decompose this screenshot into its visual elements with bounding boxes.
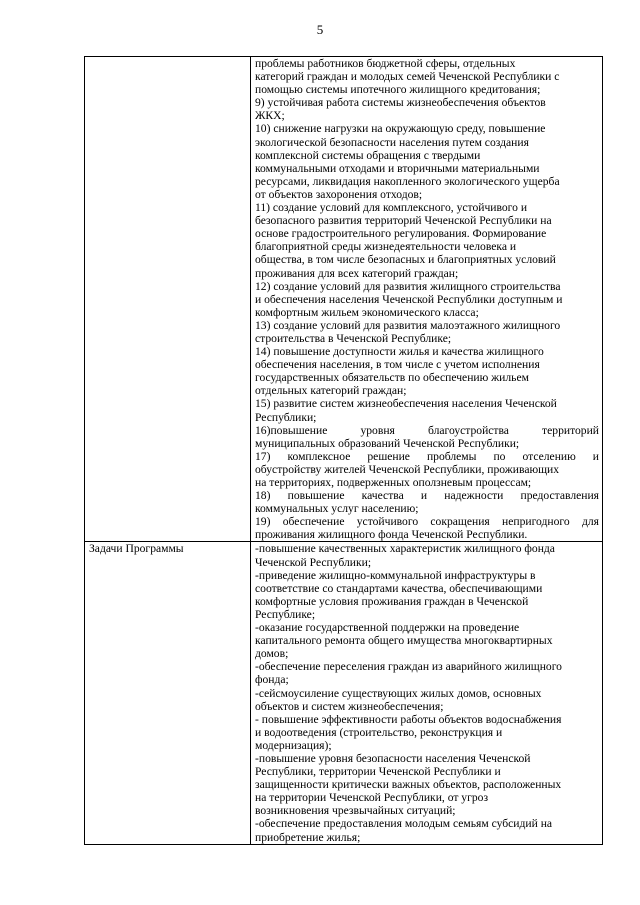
text-line: -обеспечение переселения граждан из аварийного жилищного (255, 660, 562, 674)
text-line: 15) развитие систем жизнеобеспечения населения Чеченской (255, 397, 557, 411)
text-line: и водоотведения (строительство, реконструкция и (255, 725, 503, 739)
text-line: Республики; (255, 410, 317, 424)
text-line: на территории Чеченской Республики, от угроз (255, 791, 489, 805)
text-line: комплексной системы обращения с твердыми (255, 148, 481, 162)
row-label-cell (85, 57, 251, 542)
text-line: от объектов захоронения отходов; (255, 187, 423, 201)
text-line: 19) обеспечение устойчивого сокращения непригодного для (255, 515, 599, 529)
text-line: 12) создание условий для развития жилищного строительства (255, 279, 561, 293)
text-line: 11) создание условий для комплексного, устойчивого и (255, 201, 528, 215)
text-line: 9) устойчивая работа системы жизнеобеспечения объектов (255, 96, 546, 110)
text-line: безопасного развития территорий Чеченской Республики на (255, 214, 552, 228)
text-line: категорий граждан и молодых семей Чеченской Республики с (255, 70, 560, 84)
text-line: комфортные условия проживания граждан в Чеченской (255, 594, 529, 608)
text-line: строительства в Чеченской Республике; (255, 331, 452, 345)
text-line: возникновения чрезвычайных ситуаций; (255, 804, 456, 818)
text-line: проблемы работников бюджетной сферы, отдельных (255, 57, 516, 70)
text-line: благоприятной среды жизнедеятельности человека и (255, 240, 517, 254)
text-line: фонда; (255, 673, 289, 687)
text-line: 13) создание условий для развития малоэтажного жилищного (255, 318, 561, 332)
text-line: -повышение уровня безопасности населения Чеченской (255, 751, 531, 765)
text-line: Республики, территории Чеченской Республики и (255, 765, 501, 779)
text-line: Чеченской Республики; (255, 555, 372, 569)
text-line: на территориях, подверженных оползневым процессам; (255, 476, 532, 489)
page-number: 5 (316, 22, 324, 37)
text-line: государственных обязательств по обеспечению жильем (255, 371, 529, 385)
text-line: обеспечения населения, в том числе с учетом исполнения (255, 358, 540, 372)
text-line: проживания для всех категорий граждан; (255, 266, 459, 280)
row-content-cell (251, 57, 603, 542)
row-content-cell-tasks (251, 542, 603, 844)
text-line: коммунальных услуг населению; (255, 502, 419, 516)
text-line: -приведение жилищно-коммунальной инфраструктуры в (255, 568, 536, 582)
program-passport-table (84, 56, 603, 845)
text-line: домов; (255, 647, 289, 661)
text-line: проживания жилищного фонда Чеченской Республики. (255, 528, 528, 542)
text-line: помощью системы ипотечного жилищного кредитования; (255, 83, 541, 97)
text-line: капитального ремонта общего имущества многоквартирных (255, 634, 553, 648)
text-line: -повышение качественных характеристик жилищного фонда (255, 542, 555, 556)
text-line: экологической безопасности населения путем создания (255, 135, 529, 149)
text-line: 14) повышение доступности жилья и качества жилищного (255, 345, 544, 359)
text-line: комфортным жильем экономического класса; (255, 305, 479, 319)
text-line: соответствие со стандартами качества, обеспечивающими (255, 581, 543, 595)
text-line: ресурсами, ликвидация накопленного экологического ущерба (255, 174, 560, 188)
text-line: Республике; (255, 607, 316, 621)
text-line: защищенности критически важных объектов, расположенных (255, 778, 562, 792)
text-line: 10) снижение нагрузки на окружающую среду, повышение (255, 122, 546, 136)
text-line: модернизация); (255, 738, 332, 752)
text-line: коммунальными отходами и вторичными материальными (255, 161, 540, 175)
text-line: - повышение эффективности работы объектов водоснабжения (255, 712, 562, 726)
text-line: ЖКХ; (255, 109, 285, 123)
text-line: -оказание государственной поддержки на проведение (255, 621, 520, 635)
text-line: -сейсмоусиление существующих жилых домов, основных (255, 686, 542, 700)
text-line: 17) комплексное решение проблемы по отселению и (255, 449, 599, 463)
text-line: 18) повышение качества и надежности предоставления (255, 489, 599, 503)
text-line: и обеспечения населения Чеченской Республики доступным и (255, 292, 563, 306)
text-line: обустройству жителей Чеченской Республики, проживающих (255, 462, 560, 476)
text-line: приобретение жилья; (255, 830, 361, 844)
text-line: основе градостроительного регулирования. Формирование (255, 227, 547, 241)
table-row (85, 57, 603, 542)
text-line: общества, в том числе безопасных и благоприятных условий (255, 253, 556, 267)
text-line: 16)повышение уровня благоустройства территорий (255, 423, 599, 437)
text-line: муниципальных образований Чеченской Республики; (255, 436, 520, 450)
table-row (85, 542, 603, 844)
text-line: -обеспечение предоставления молодым семьям субсидий на (255, 817, 553, 831)
text-line: отдельных категорий граждан; (255, 384, 407, 398)
text-line: объектов и систем жизнеобеспечения; (255, 699, 444, 713)
row-label-cell-tasks: Задачи Программы (85, 542, 251, 844)
